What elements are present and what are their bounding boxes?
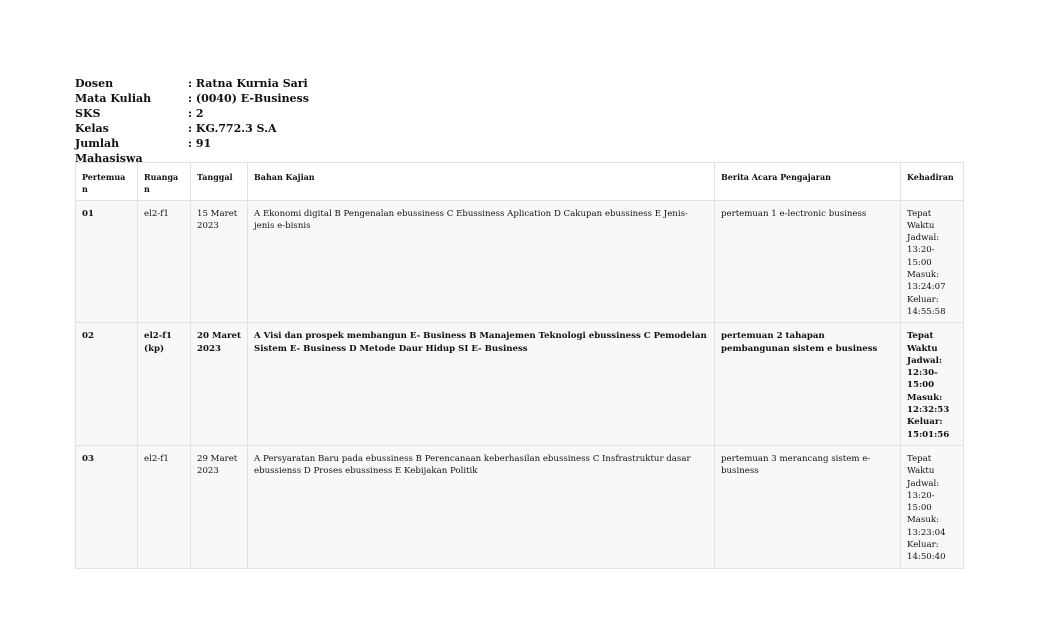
kehadiran-line: 15:00 [907,503,932,514]
kehadiran-line: 12:32:53 [907,405,950,416]
cell-ruangan: el2-f1 [138,200,191,323]
cell-tanggal: 15 Maret 2023 [191,200,248,323]
info-row-kelas [75,121,309,136]
kehadiran-line: 15:00 [907,380,935,391]
kehadiran-line: Jadwal: [907,355,943,366]
kehadiran-line: Masuk: [907,515,939,526]
info-value: : KG.772.3 S.A [188,122,277,135]
cell-berita-acara: pertemuan 2 tahapan pembangunan sistem e business [715,323,901,446]
cell-bahan-kajian: A Persyaratan Baru pada ebussiness B Perencanaan keberhasilan ebussiness C Insfrastruktur dasar ebussienss D Proses ebussiness E Kebijakan Politik [248,445,715,568]
info-row-mata-kuliah [75,91,309,106]
info-label: Kelas [75,122,109,135]
cell-pertemuan: 03 [76,445,138,568]
header-tanggal: Tanggal [191,163,248,201]
kehadiran-line: 13:24:07 [907,282,946,293]
kehadiran-line: Jadwal: [907,478,940,489]
info-value: : (0040) E-Business [188,92,309,105]
kehadiran-line: 14:55:58 [907,306,946,317]
table-header-row [76,163,964,201]
info-label: Jumlah Mahasiswa [75,137,143,165]
info-label: SKS [75,107,101,120]
info-row-dosen [75,76,309,91]
kehadiran-line: Keluar: [907,540,939,551]
kehadiran-line: 15:01:56 [907,429,950,440]
header-berita-acara: Berita Acara Pengajaran [715,163,901,201]
table-row [76,445,964,568]
kehadiran-line: Tepat [907,331,934,342]
kehadiran-line: 13:23:04 [907,527,946,538]
kehadiran-line: Masuk: [907,270,939,281]
kehadiran-line: 12:30- [907,368,938,379]
cell-kehadiran [901,200,964,323]
info-label: Mata Kuliah [75,92,152,105]
cell-kehadiran [901,323,964,446]
kehadiran-line: Jadwal: [907,233,940,244]
cell-berita-acara: pertemuan 1 e-lectronic business [715,200,901,323]
info-label: Dosen [75,77,114,90]
kehadiran-line: 14:50:40 [907,552,946,563]
kehadiran-line: 13:20- [907,490,935,501]
cell-pertemuan: 01 [76,200,138,323]
header-kehadiran: Kehadiran [901,163,964,201]
info-value: : 91 [188,137,212,150]
header-pertemuan: Pertemuan [76,163,138,201]
course-info [75,76,309,166]
kehadiran-line: Waktu [907,343,938,354]
header-ruangan: Ruangan [138,163,191,201]
header-bahan-kajian: Bahan Kajian [248,163,715,201]
info-row-sks [75,106,309,121]
schedule-table [75,162,964,569]
cell-bahan-kajian: A Visi dan prospek membangun E- Business B Manajemen Teknologi ebussiness C Pemodelan Sistem E- Business D Metode Daur Hidup SI E- Business [248,323,715,446]
cell-ruangan: el2-f1 [138,445,191,568]
kehadiran-line: Keluar: [907,294,939,305]
kehadiran-line: Waktu [907,466,935,477]
cell-tanggal: 29 Maret 2023 [191,445,248,568]
info-value: : Ratna Kurnia Sari [188,77,308,90]
cell-kehadiran [901,445,964,568]
cell-pertemuan: 02 [76,323,138,446]
kehadiran-line: Tepat [907,453,932,464]
cell-tanggal: 20 Maret 2023 [191,323,248,446]
kehadiran-line: Masuk: [907,392,943,403]
kehadiran-line: Keluar: [907,417,943,428]
cell-berita-acara: pertemuan 3 merancang sistem e-business [715,445,901,568]
table-row [76,200,964,323]
table-row [76,323,964,446]
kehadiran-line: 13:20- [907,245,935,256]
cell-ruangan: el2-f1 (kp) [138,323,191,446]
kehadiran-line: Tepat [907,208,932,219]
cell-bahan-kajian: A Ekonomi digital B Pengenalan ebussiness C Ebussiness Aplication D Cakupan ebussiness E Jenis-jenis e-bisnis [248,200,715,323]
kehadiran-line: Waktu [907,220,935,231]
info-value: : 2 [188,107,204,120]
kehadiran-line: 15:00 [907,257,932,268]
